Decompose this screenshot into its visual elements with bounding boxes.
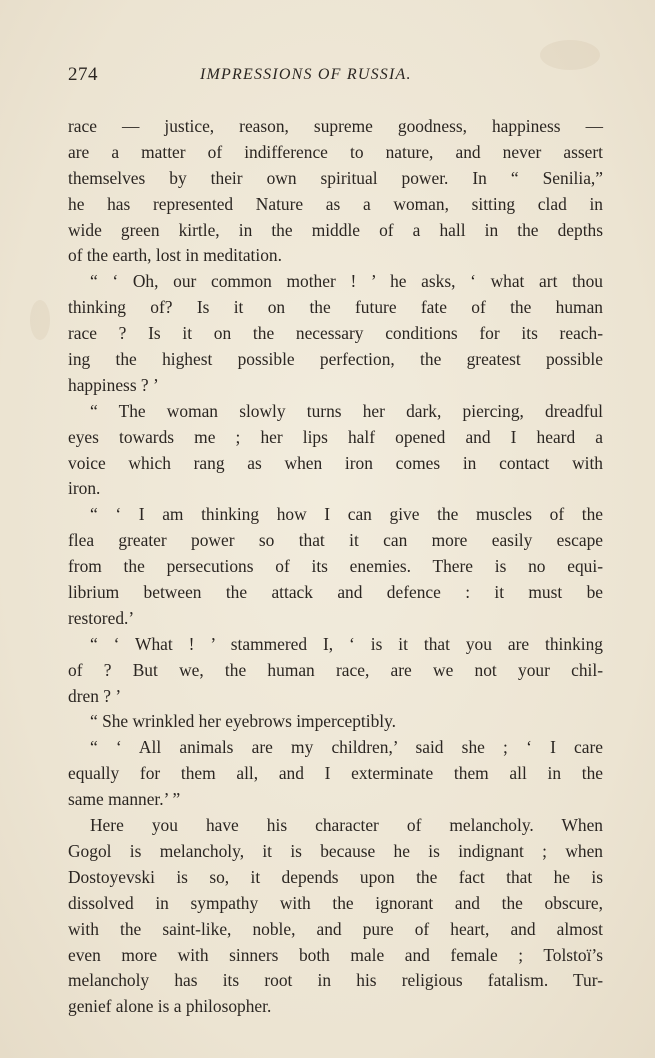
text-line: iron. <box>68 478 101 499</box>
text-line: Here you have his character of melancholy. When <box>90 815 603 836</box>
text-line: librium between the attack and defence : it must be <box>68 582 603 603</box>
text-line: wide green kirtle, in the middle of a hall in the depths <box>68 219 603 240</box>
text-line: happiness ? ’ <box>68 374 159 395</box>
text-line: “ ‘ What ! ’ stammered I, ‘ is it that you are thinking <box>90 633 603 654</box>
text-line: equally for them all, and I exterminate them all in the <box>68 763 603 784</box>
text-line: themselves by their own spiritual power. In “ Senilia,” <box>68 167 603 188</box>
text-line: “ The woman slowly turns her dark, piercing, dreadful <box>90 400 603 421</box>
text-line: Gogol is melancholy, it is because he is indignant ; when <box>68 840 603 861</box>
text-line: restored.’ <box>68 607 135 628</box>
text-line: “ She wrinkled her eyebrows imperceptibly. <box>90 711 397 732</box>
text-line: dren ? ’ <box>68 685 122 706</box>
text-line: race — justice, reason, supreme goodness, happiness — <box>68 116 603 136</box>
text-line: “ ‘ All animals are my children,’ said she ; ‘ I care <box>90 737 603 758</box>
text-line: with the saint-like, noble, and pure of heart, and almost <box>68 918 603 939</box>
text-line: race ? Is it on the necessary conditions for its reach- <box>68 323 603 344</box>
text-line: thinking of? Is it on the future fate of the human <box>68 297 603 318</box>
text-line: same manner.’ ” <box>68 789 181 810</box>
text-line: genief alone is a philosopher. <box>68 996 272 1017</box>
page-header <box>68 64 603 94</box>
body-text <box>68 114 603 1020</box>
text-line: melancholy has its root in his religious fatalism. Tur- <box>68 970 603 991</box>
page-number: 274 <box>68 64 98 85</box>
text-line: “ ‘ Oh, our common mother ! ’ he asks, ‘ what art thou <box>90 271 603 292</box>
text-line: even more with sinners both male and female ; Tolstoï’s <box>68 944 603 965</box>
text-line: of the earth, lost in meditation. <box>68 245 282 266</box>
paper-stain <box>30 300 50 340</box>
text-line: are a matter of indifference to nature, and never assert <box>68 141 603 162</box>
text-line: voice which rang as when iron comes in contact with <box>68 452 603 473</box>
running-head: IMPRESSIONS OF RUSSIA. <box>200 66 412 83</box>
text-line: ing the highest possible perfection, the greatest possible <box>68 349 603 370</box>
text-line: dissolved in sympathy with the ignorant and the obscure, <box>68 892 603 913</box>
text-line: from the persecutions of its enemies. There is no equi- <box>68 556 603 577</box>
text-line: he has represented Nature as a woman, sitting clad in <box>68 193 603 214</box>
text-line: “ ‘ I am thinking how I can give the muscles of the <box>90 504 603 525</box>
text-line: eyes towards me ; her lips half opened and I heard a <box>68 426 603 447</box>
text-line: of ? But we, the human race, are we not your chil- <box>68 659 603 680</box>
text-line: Dostoyevski is so, it depends upon the fact that he is <box>68 866 603 887</box>
text-line: flea greater power so that it can more easily escape <box>68 530 603 551</box>
